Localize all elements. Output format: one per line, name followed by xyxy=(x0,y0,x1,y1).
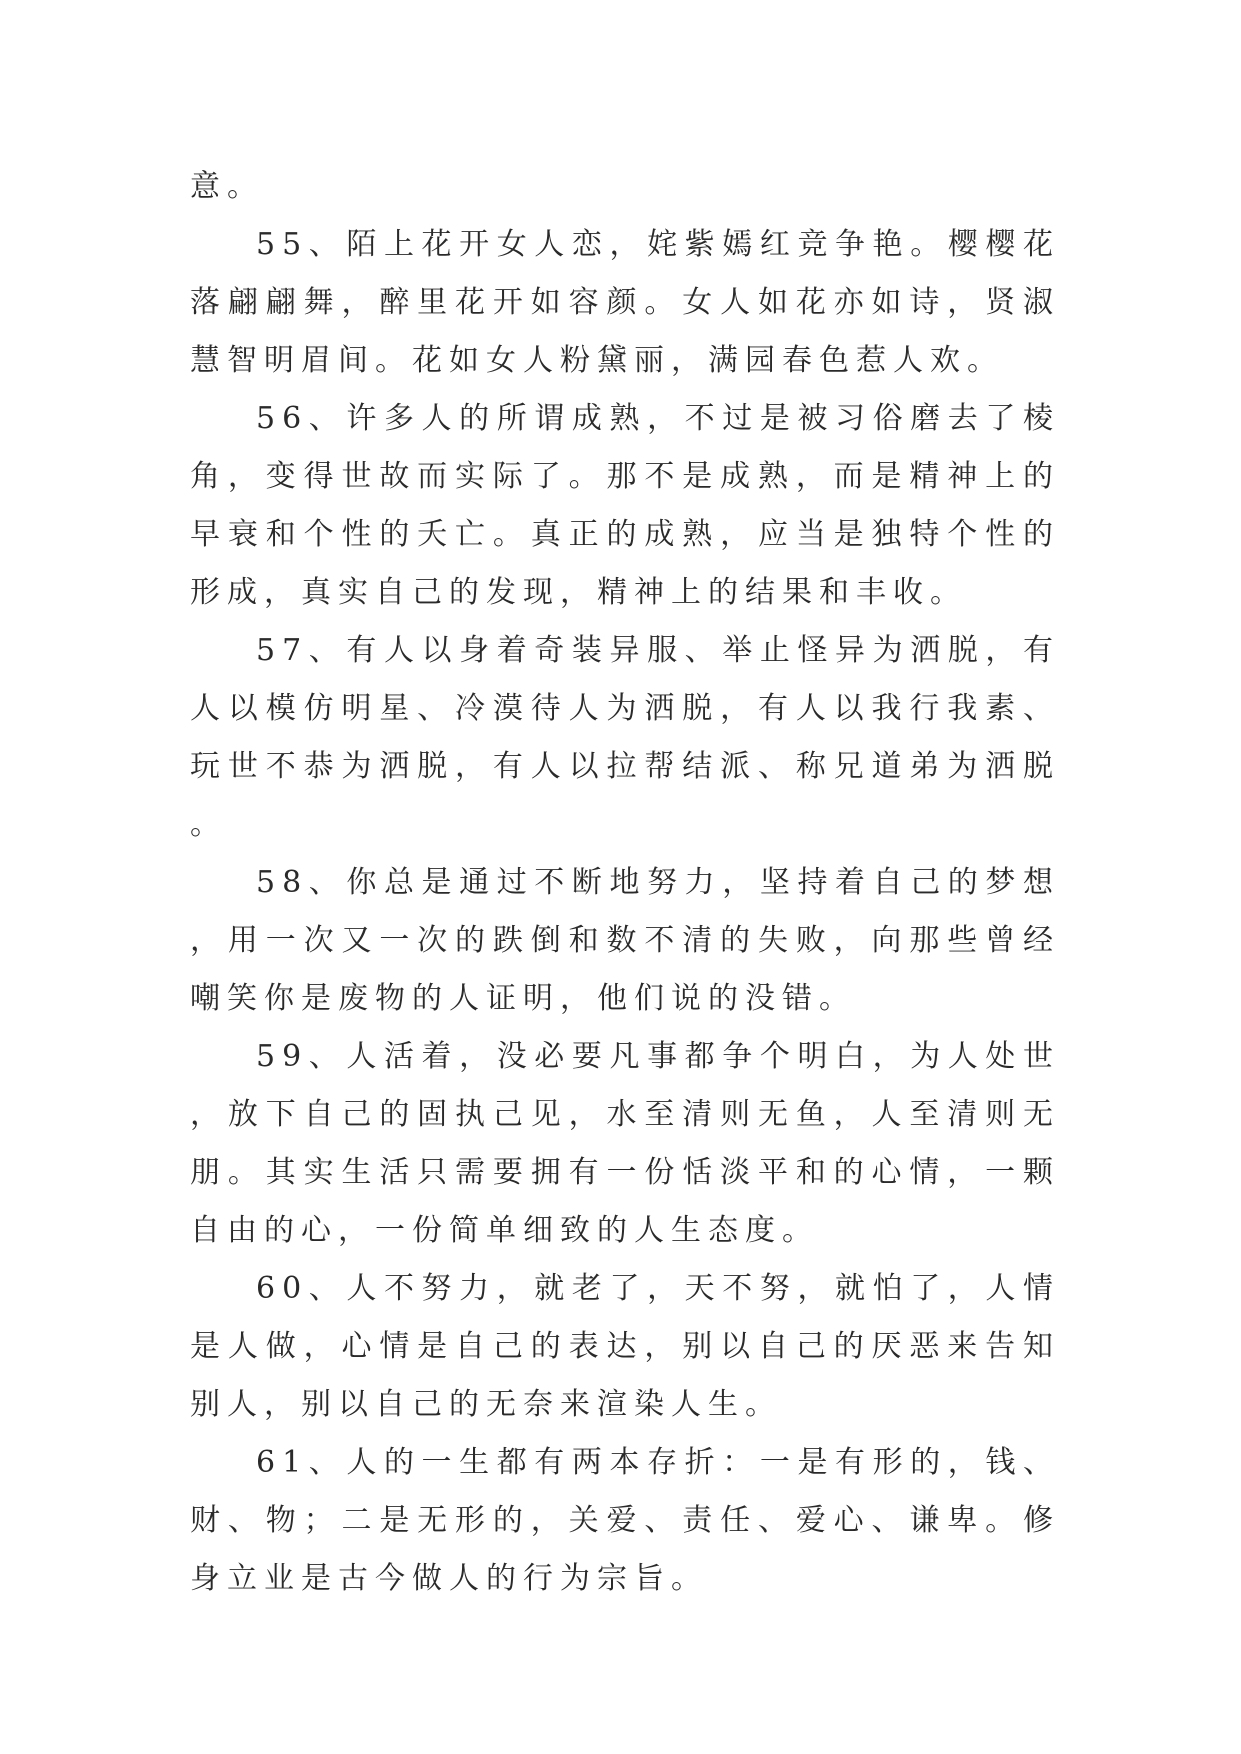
paragraph-61: 61、人的一生都有两本存折：一是有形的，钱、财、物；二是无形的，关爱、责任、爱心、谦卑。修身立业是古今做人的行为宗旨。 xyxy=(190,1445,1060,1596)
paragraph-58: 58、你总是通过不断地努力，坚持着自己的梦想，用一次又一次的跌倒和数不清的失败，向那些曾经嘲笑你是废物的人证明，他们说的没错。 xyxy=(190,865,1060,1016)
document-body xyxy=(190,158,1060,1608)
paragraph-57: 57、有人以身着奇装异服、举止怪异为洒脱，有人以模仿明星、冷漠待人为洒脱，有人以我行我素、玩世不恭为洒脱，有人以拉帮结派、称兄道弟为洒脱。 xyxy=(190,633,1060,842)
paragraph-55: 55、陌上花开女人恋，姹紫嫣红竞争艳。樱樱花落翩翩舞，醉里花开如容颜。女人如花亦如诗，贤淑慧智明眉间。花如女人粉黛丽，满园春色惹人欢。 xyxy=(190,227,1060,378)
paragraph-60: 60、人不努力，就老了，天不努，就怕了，人情是人做，心情是自己的表达，别以自己的厌恶来告知别人，别以自己的无奈来渲染人生。 xyxy=(190,1271,1060,1422)
paragraph-56: 56、许多人的所谓成熟，不过是被习俗磨去了棱角，变得世故而实际了。那不是成熟，而是精神上的早衰和个性的夭亡。真正的成熟，应当是独特个性的形成，真实自己的发现，精神上的结果和丰收。 xyxy=(190,401,1060,610)
paragraph-59: 59、人活着，没必要凡事都争个明白，为人处世，放下自己的固执己见，水至清则无鱼，人至清则无朋。其实生活只需要拥有一份恬淡平和的心情，一颗自由的心，一份简单细致的人生态度。 xyxy=(190,1039,1060,1248)
paragraph-continuation: 意。 xyxy=(190,169,264,204)
